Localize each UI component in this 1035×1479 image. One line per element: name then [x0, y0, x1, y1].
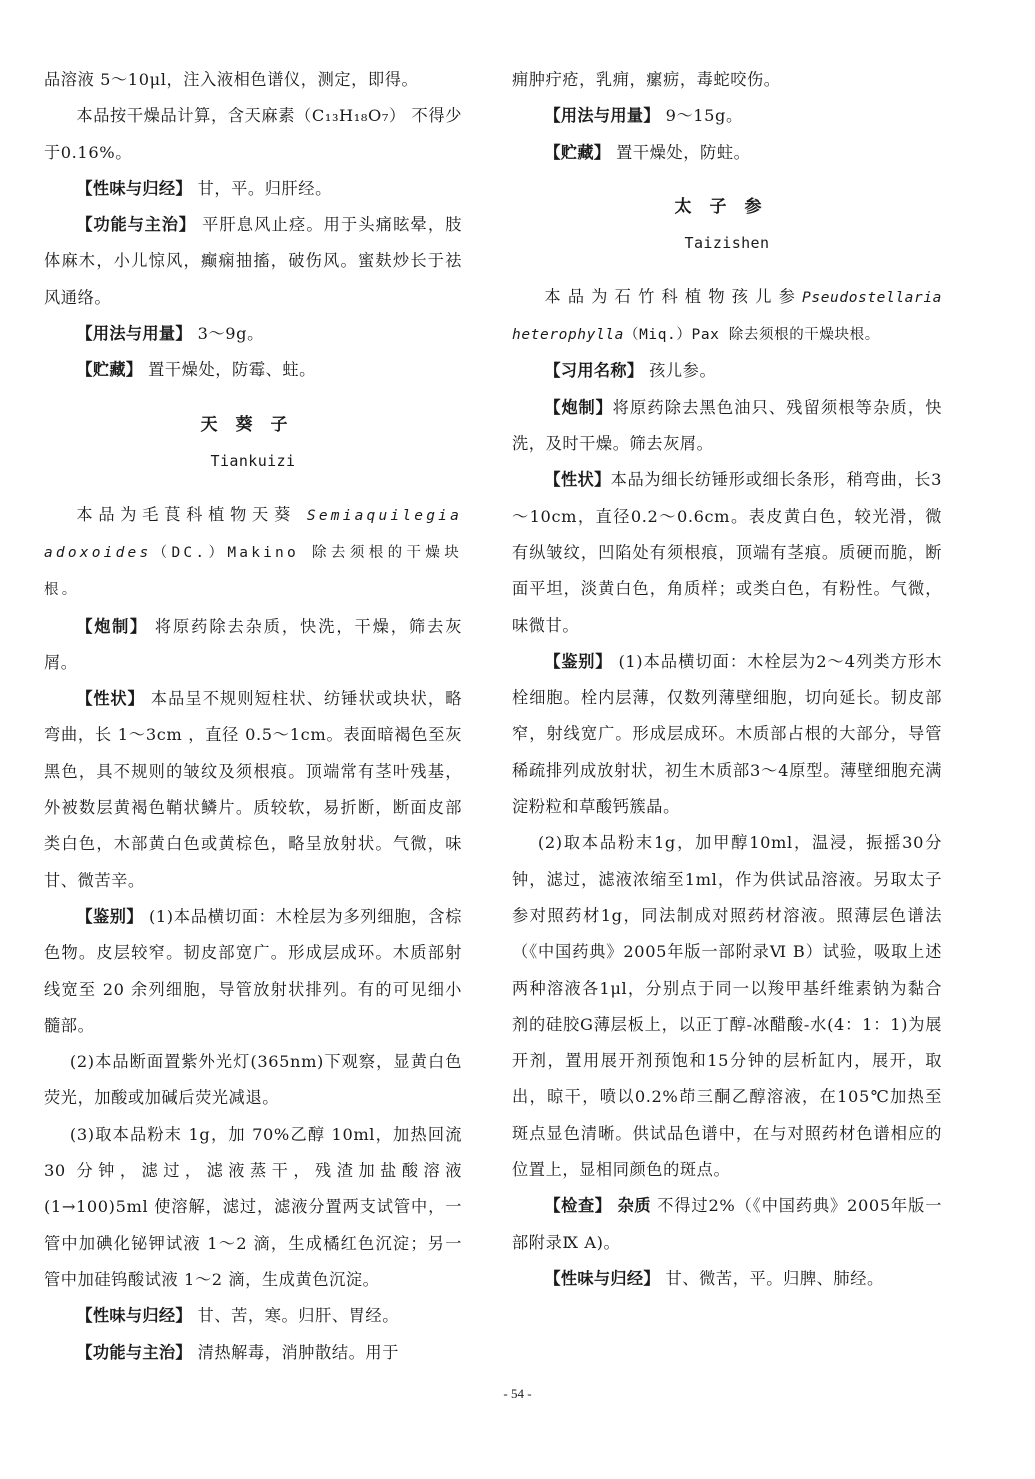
section-xingwei [44, 1298, 462, 1334]
paragraph: 品溶液 5～10μl，注入液相色谱仪，测定，即得。 [44, 70, 419, 89]
intro-text: （DC.）Makino 除去须根的干燥块根。 [44, 544, 462, 599]
section-jianbie [44, 899, 462, 1044]
content-note: 本品按干燥品计算，含天麻素（C₁₃H₁₈O₇） 不得少于0.16%。 [44, 106, 462, 162]
section-text: 甘、微苦，平。归脾、肺经。 [665, 1268, 884, 1288]
section-label: 【炮制】 [544, 397, 613, 417]
right-column [512, 62, 942, 1297]
entry-title-chinese: 太子参 [674, 196, 780, 217]
section-label: 【鉴别】 [544, 651, 613, 671]
section-text: 平肝息风止痉。用于头痛眩晕，肢体麻木，小儿惊风，癫痫抽搐，破伤风。蜜麸炒长于祛风通络。 [44, 215, 463, 307]
section-label: 【功能与主治】 [76, 1342, 192, 1362]
section-xingzhuang [44, 681, 462, 899]
intro-text: 本品为毛茛科植物天葵 [76, 504, 296, 524]
section-label: 【检查】 [544, 1196, 612, 1216]
section-label: 【功能与主治】 [76, 215, 196, 235]
section-label: 【用法与用量】 [544, 106, 660, 126]
section-jiancha [512, 1188, 942, 1261]
paragraph: (2)取本品粉末1g，加甲醇10ml，温浸，振摇30分钟，滤过，滤液浓缩至1ml，作为供试品溶液。另取太子参对照药材1g，同法制成对照药材溶液。照薄层色谱法（《中国药典》2005年版一部附录Ⅵ B）试验，吸取上述两种溶液各1μl，分别点于同一以羧甲基纤维素钠为黏合剂的硅胶G薄层板上，以正丁醇-冰醋酸-水(4：1：1)为展开剂，置用展开剂预饱和15分钟的层析缸内，展开，取出，晾干，喷以0.2%茚三酮乙醇溶液，在105℃加热至斑点显色清晰。供试品色谱中，在与对照药材色谱相应的位置上，显相同颜色的斑点。 [512, 833, 942, 1180]
section-text: 置干燥处，防霉、蛀。 [148, 360, 316, 380]
paragraph: 痈肿疔疮，乳痈，瘰疬，毒蛇咬伤。 [512, 70, 781, 89]
intro-text: 本品为石竹科植物孩儿参 [544, 286, 803, 306]
section-label: 【性状】 [76, 689, 145, 709]
section-text: 本品为细长纺锤形或细长条形，稍弯曲，长3～10cm，直径0.2～0.6cm。表皮黄白色，较光滑，微有纵皱纹，凹陷处有须根痕，顶端有茎痕。质硬而脆，断面平坦，淡黄白色，角质样；或类白色，有粉性。气微，味微甘。 [512, 470, 942, 635]
section-text: 清热解毒，消肿散结。用于 [197, 1342, 400, 1362]
section-text: 置干燥处，防蛀。 [616, 142, 751, 162]
section-paozhi [44, 609, 462, 682]
section-gongneng [44, 1335, 462, 1371]
paragraph: (2)本品断面置紫外光灯(365nm)下观察，显黄白色荧光，加酸或加碱后荧光减退。 [44, 1052, 462, 1108]
section-zhucang [44, 352, 462, 388]
section-text: 将原药除去杂质，快洗，干燥，筛去灰屑。 [44, 616, 463, 672]
section-text: 9～15g。 [665, 106, 743, 126]
section-xingwei [512, 1261, 942, 1297]
section-zhucang [512, 135, 942, 171]
section-label: 【性味与归经】 [76, 1306, 192, 1326]
section-text: 3～9g。 [197, 324, 264, 344]
section-text: 孩儿参。 [649, 361, 717, 381]
section-text: 本品呈不规则短柱状、纺锤状或块状，略弯曲，长 1～3cm ，直径 0.5～1cm。表面暗褐色至灰黑色，具不规则的皱纹及须根痕。顶端常有茎叶残基，外被数层黄褐色鞘状鳞片。质较软，易折断，断面皮部类白色，木部黄白色或黄棕色，略呈放射状。气微，味甘、微苦辛。 [44, 689, 462, 890]
entry-intro [44, 497, 462, 609]
section-text: 将原药除去黑色油只、残留须根等杂质，快洗，及时干燥。筛去灰屑。 [512, 397, 942, 454]
section-sublabel: 杂质 [617, 1196, 652, 1216]
section-paozhi [512, 390, 942, 463]
section-text: (1)本品横切面：木栓层为多列细胞，含棕色物。皮层较窄。韧皮部宽广。形成层成环。木质部射线宽至 20 余列细胞，导管放射状排列。有的可见细小髓部。 [44, 906, 462, 1035]
section-label: 【用法与用量】 [76, 324, 192, 344]
section-jianbie [512, 644, 942, 825]
section-xingzhuang [512, 462, 942, 643]
section-yongfa [44, 316, 462, 352]
section-gongneng [44, 207, 462, 316]
entry-title-pinyin: Tiankuizi [210, 451, 296, 470]
section-text: (1)本品横切面：木栓层为2～4列类方形木栓细胞。栓内层薄，仅数列薄壁细胞，切向延长。韧皮部窄，射线宽广。形成层成环。木质部占根的大部分，导管稀疏排列成放射状，初生木质部3～4原型。薄壁细胞充满淀粉粒和草酸钙簇晶。 [512, 651, 942, 817]
paragraph: (3)取本品粉末 1g，加 70%乙醇 10ml，加热回流 30 分钟，滤过，滤液蒸干，残渣加盐酸溶液(1→100)5ml 使溶解，滤过，滤液分置两支试管中，一管中加碘化铋钾试液 1～2 滴，生成橘红色沉淀；另一管中加硅钨酸试液 1～2 滴，生成黄色沉淀。 [44, 1124, 462, 1289]
section-label: 【鉴别】 [76, 906, 144, 926]
left-column [44, 62, 462, 1371]
entry-intro [512, 279, 942, 354]
page-number: - 54 - [503, 1386, 532, 1401]
entry-title-pinyin: Taizishen [684, 233, 770, 252]
section-label: 【贮藏】 [76, 360, 143, 380]
section-xiyong [512, 353, 942, 389]
section-text: 甘、苦，寒。归肝、胃经。 [197, 1306, 400, 1326]
section-label: 【贮藏】 [544, 142, 611, 162]
section-text: 不得过2%（《中国药典》2005年版一部附录Ⅸ A)。 [512, 1196, 942, 1252]
latin-name: Semiaquilegia adoxoides [44, 507, 462, 561]
section-text: 甘，平。归肝经。 [197, 178, 332, 198]
section-xingwei [44, 171, 462, 207]
entry-title-chinese: 天葵子 [200, 414, 306, 435]
section-yongfa [512, 98, 942, 134]
section-label: 【炮制】 [76, 616, 148, 636]
section-label: 【性状】 [544, 470, 611, 490]
latin-name: Pseudostellaria heterophylla [512, 289, 942, 344]
section-label: 【性味与归经】 [76, 178, 192, 198]
section-label: 【习用名称】 [544, 361, 644, 381]
intro-text: （Miq.）Pax 除去须根的干燥块根。 [623, 327, 880, 344]
section-label: 【性味与归经】 [544, 1268, 660, 1288]
